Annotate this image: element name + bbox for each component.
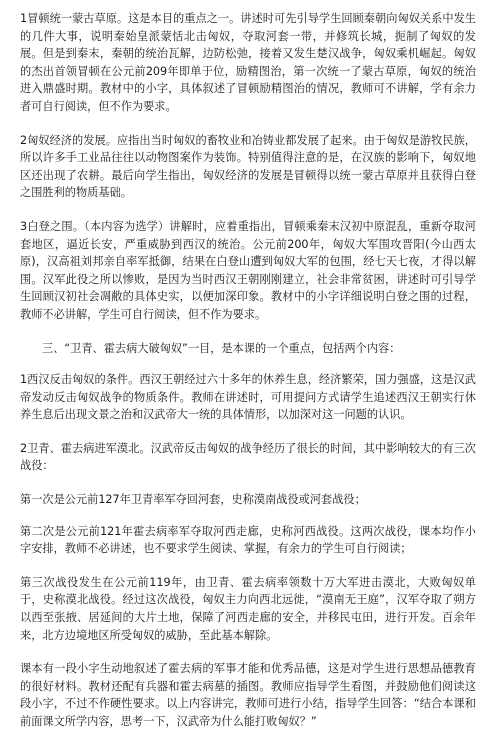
paragraph-text: 白登之围。（本内容为选学）讲解时，应着重指出，冒顿乘秦末汉初中原混乱，重新夺取河套地区，逼近长安，严重威胁到西汉的统治。公元前200年，匈奴大军围攻晋阳(今山西太原)，汉高祖刘邦亲自率军抵御，结果在白登山遭到匈奴大军的包围，经七天七夜，才得以解围。汉军此役之所以惨败，是因为当时西汉王朝刚刚建立，社会非常贫困，讲述时可引导学生回顾汉初社会凋敝的具体史实，以便加深印象。教材中的小字详细说明白登之围的过程，教师不必讲解，学生可自行阅读，但不作为要求。 xyxy=(20,219,476,321)
paragraph-xiongnu-economy xyxy=(20,132,476,202)
paragraph-number: 2 xyxy=(20,441,28,455)
paragraph-text: 西汉反击匈奴的条件。西汉王朝经过六十多年的休养生息，经济繁荣，国力强盛，这是汉武帝发动反击匈奴战争的物质条件。教师在讲述时，可用提问方式请学生追述西汉王朝实行休养生息后出现文景之治和汉武帝大一统的具体情形，以加深对这一问题的认识。 xyxy=(20,373,476,422)
paragraph-number: 1 xyxy=(20,12,28,25)
paragraph-huo-qubing-summary: 课本有一段小字生动地叙述了霍去病的军事才能和优秀品德，这是对学生进行思想品德教育的很好材料。教材还配有兵器和霍去病墓的插图。教师应指导学生看图，并鼓励他们阅读这段小字，不过不作硬性要求。以上内容讲完，教师可进行小结，指导学生回答：“结合本课和前面课文所学内容，思考一下，汉武帝为什么能打败匈奴？” xyxy=(20,662,476,728)
paragraph-text: 匈奴经济的发展。应指出当时匈奴的畜牧业和冶铸业都发展了起来。由于匈奴是游牧民族，所以许多手工业品往往以动物图案作为装饰。特别值得注意的是，在汉族的影响下，匈奴地区还出现了农耕。最后向学生指出，匈奴经济的发展是冒顿得以统一蒙古草原并且获得白登之围胜利的物质基础。 xyxy=(20,133,476,200)
paragraph-second-battle: 第二次是公元前121年霍去病率军夺取河西走廊，史称河西战役。这两次战役，课本均作小字安排，教师不必讲述，也不要求学生阅读、掌握，有余力的学生可自行阅读； xyxy=(20,524,476,556)
section-heading: 三、“卫青、霍去病大破匈奴”一目，是本课的一个重点，包括两个内容： xyxy=(42,341,401,355)
paragraph-first-battle: 第一次是公元前127年卫青率军夺回河套，史称漠南战役或河套战役； xyxy=(20,493,366,507)
paragraph-baideng-siege xyxy=(20,218,476,324)
paragraph-text: 卫青、霍去病进军漠北。汉武帝反击匈奴的战争经历了很长的时间，其中影响较大的有三次战役： xyxy=(20,441,476,473)
paragraph-number: 1 xyxy=(20,373,28,387)
paragraph-modu-unification xyxy=(20,10,476,116)
paragraph-number: 2 xyxy=(20,133,28,147)
paragraph-march-north xyxy=(20,440,476,475)
paragraph-number: 3 xyxy=(20,219,28,233)
paragraph-text: 冒顿统一蒙古草原。这是本目的重点之一。讲述时可先引导学生回顾秦朝向匈奴关系中发生的几件大事，说明秦始皇派蒙恬北击匈奴，夺取河套一带，并修筑长城，扼制了匈奴的发展。但是到秦末，秦朝的统治瓦解，边防松弛，接着又发生楚汉战争，匈奴乘机崛起。匈奴的杰出首领冒顿在公元前209年即单于位，励精图治，第一次统一了蒙古草原，匈奴的统治进入鼎盛时期。教材中的小字，具体叙述了冒顿励精图治的情况，教师可不讲解，学有余力者可自行阅读，但不作为要求。 xyxy=(20,12,476,113)
paragraph-counterattack-conditions xyxy=(20,371,476,424)
paragraph-third-battle: 第三次战役发生在公元前119年，由卫青、霍去病率领数十万大军进击漠北，大败匈奴单于，史称漠北战役。经过这次战役，匈奴主力向西北远徙，“漠南无王庭”，汉军夺取了朔方以西至张掖、居延间的大片土地，保障了河西走廊的安全，并移民屯田，进行开发。百余年来，北方边境地区所受匈奴的威胁，至此基本解除。 xyxy=(20,575,476,642)
